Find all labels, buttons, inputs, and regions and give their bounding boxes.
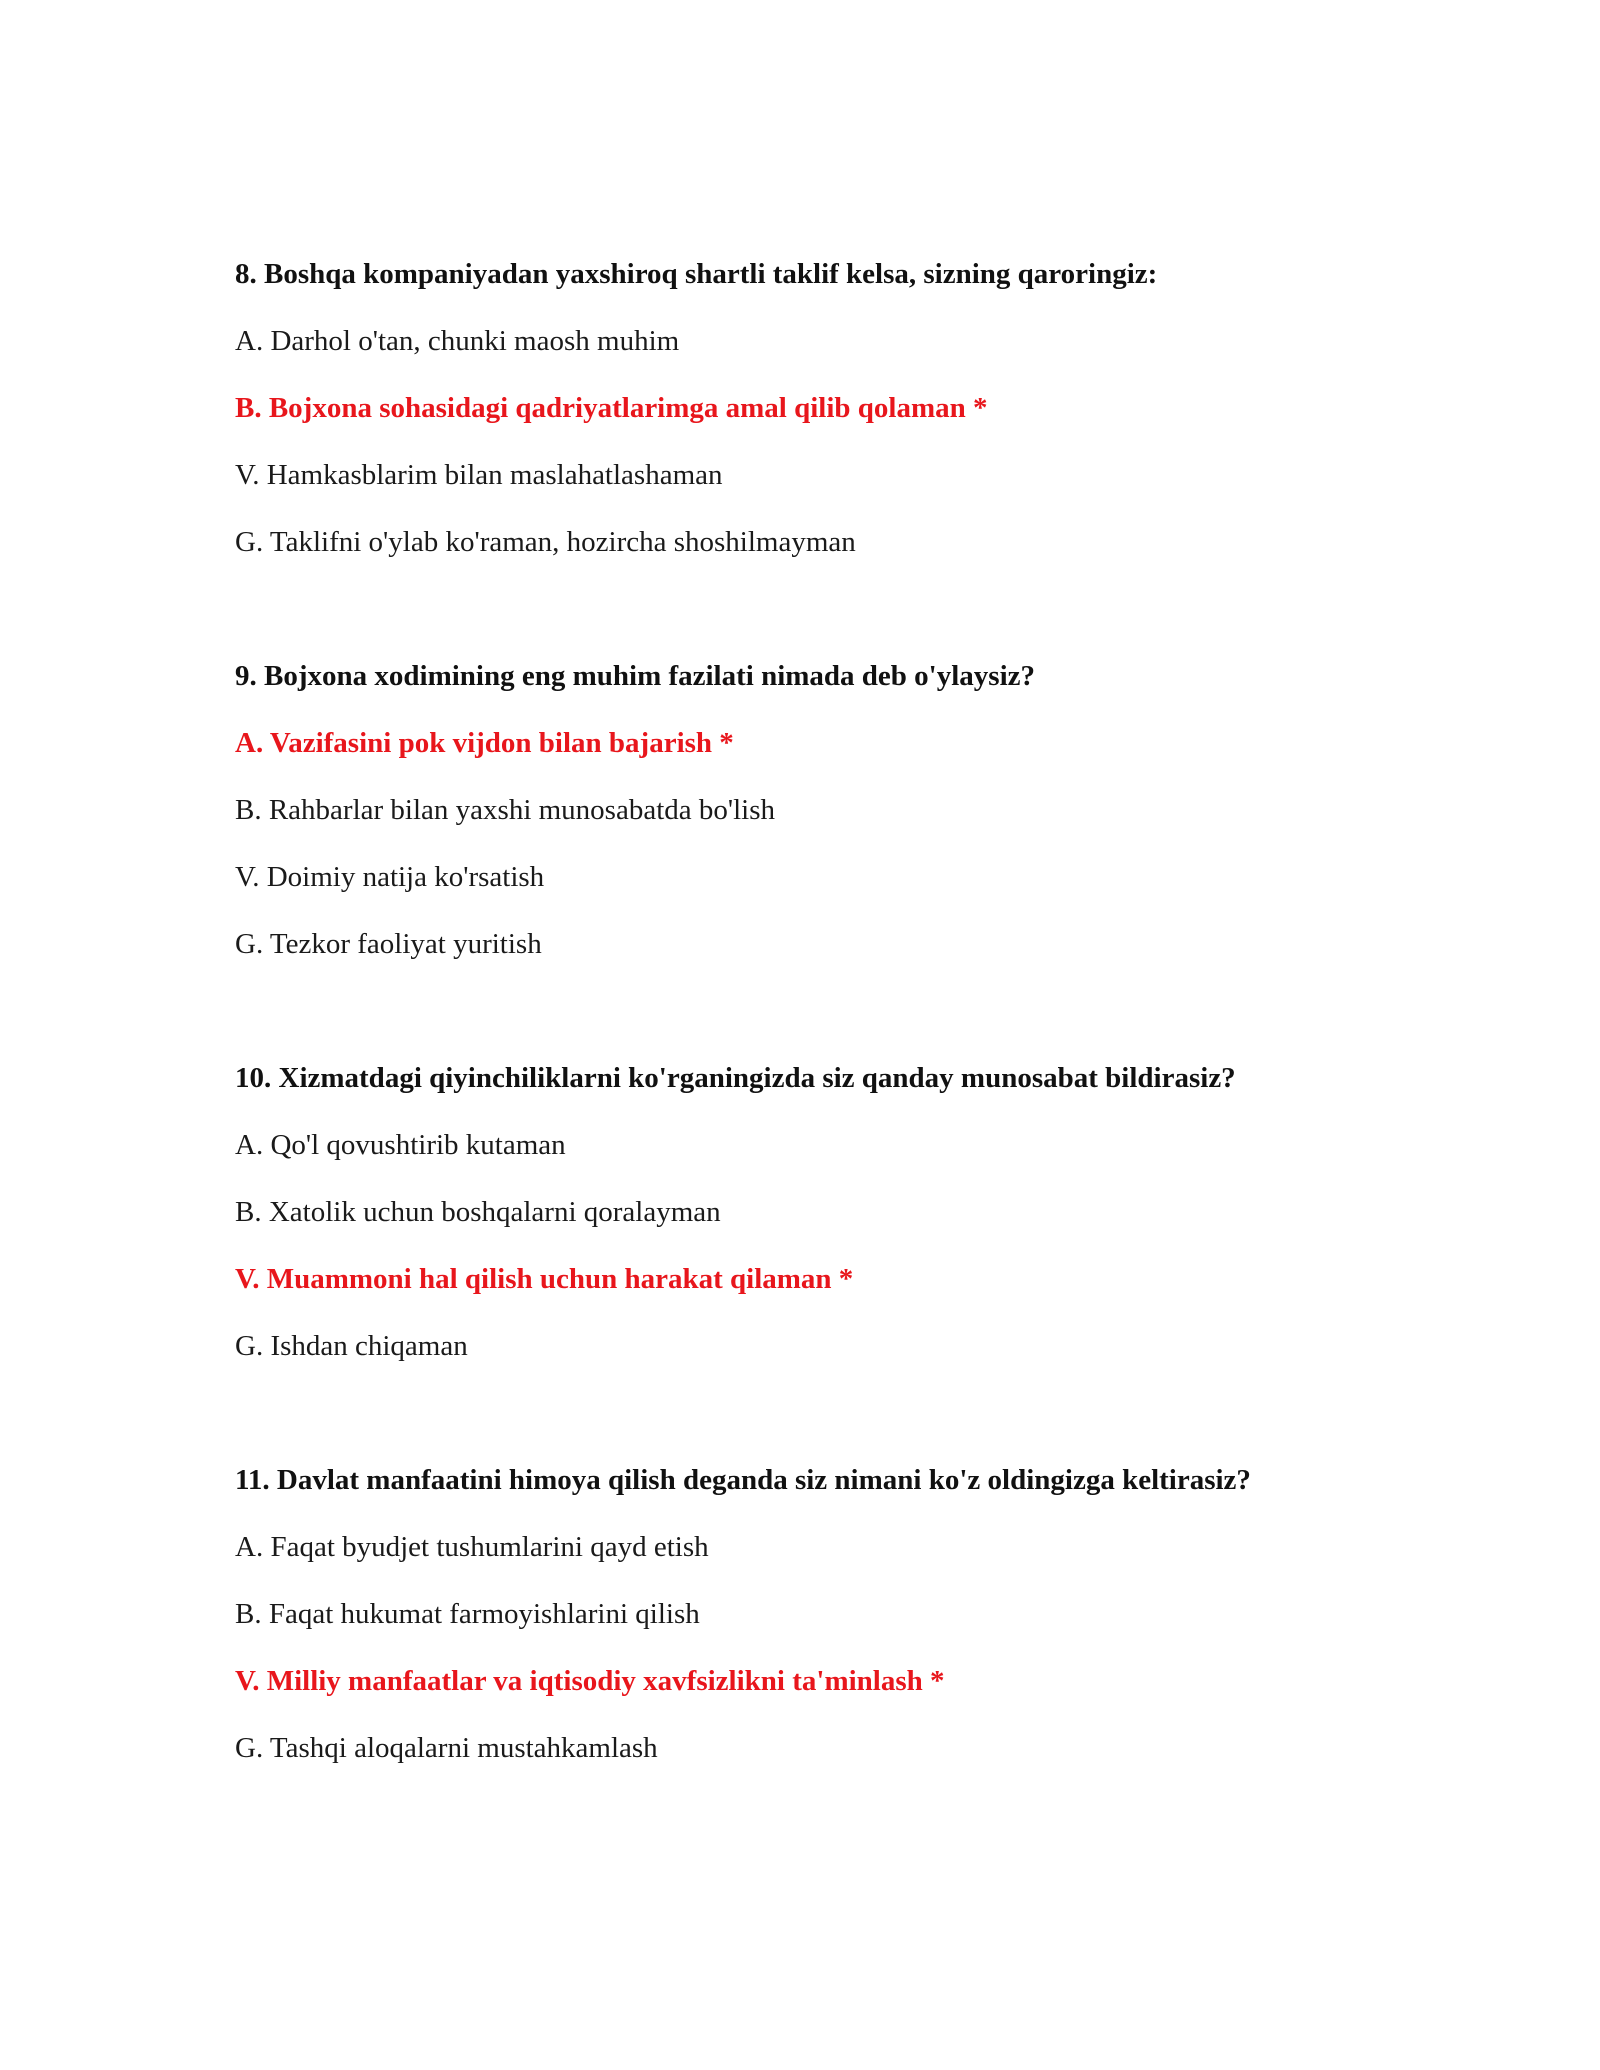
question-11-option-b: B. Faqat hukumat farmoyishlarini qilish xyxy=(235,1598,700,1630)
question-9-option-a-correct: A. Vazifasini pok vijdon bilan bajarish * xyxy=(235,727,734,759)
question-9-option-b: B. Rahbarlar bilan yaxshi munosabatda bo'lish xyxy=(235,794,776,826)
question-8-text: 8. Boshqa kompaniyadan yaxshiroq shartli taklif kelsa, sizning qaroringiz: xyxy=(235,258,1158,290)
question-9-option-v: V. Doimiy natija ko'rsatish xyxy=(235,861,545,893)
question-8-option-g: G. Taklifni o'ylab ko'raman, hozircha shoshilmayman xyxy=(235,526,856,558)
question-8-option-v: V. Hamkasblarim bilan maslahatlashaman xyxy=(235,459,723,491)
question-10-option-a: A. Qo'l qovushtirib kutaman xyxy=(235,1129,566,1161)
question-8-option-a: A. Darhol o'tan, chunki maosh muhim xyxy=(235,325,680,357)
question-11-option-g: G. Tashqi aloqalarni mustahkamlash xyxy=(235,1732,658,1764)
question-11-option-v-correct: V. Milliy manfaatlar va iqtisodiy xavfsizlikni ta'minlash * xyxy=(235,1665,945,1697)
question-8-option-b-correct: B. Bojxona sohasidagi qadriyatlarimga amal qilib qolaman * xyxy=(235,392,988,424)
question-9-option-g: G. Tezkor faoliyat yuritish xyxy=(235,928,542,960)
question-10-text: 10. Xizmatdagi qiyinchiliklarni ko'rganingizda siz qanday munosabat bildirasiz? xyxy=(235,1062,1236,1094)
question-10-option-v-correct: V. Muammoni hal qilish uchun harakat qilaman * xyxy=(235,1263,854,1295)
question-11-text: 11. Davlat manfaatini himoya qilish deganda siz nimani ko'z oldingizga keltirasiz? xyxy=(235,1464,1251,1496)
question-9-text: 9. Bojxona xodimining eng muhim fazilati nimada deb o'ylaysiz? xyxy=(235,660,1036,692)
question-10-option-b: B. Xatolik uchun boshqalarni qoralayman xyxy=(235,1196,721,1228)
question-10-option-g: G. Ishdan chiqaman xyxy=(235,1330,468,1362)
question-11-option-a: A. Faqat byudjet tushumlarini qayd etish xyxy=(235,1531,709,1563)
